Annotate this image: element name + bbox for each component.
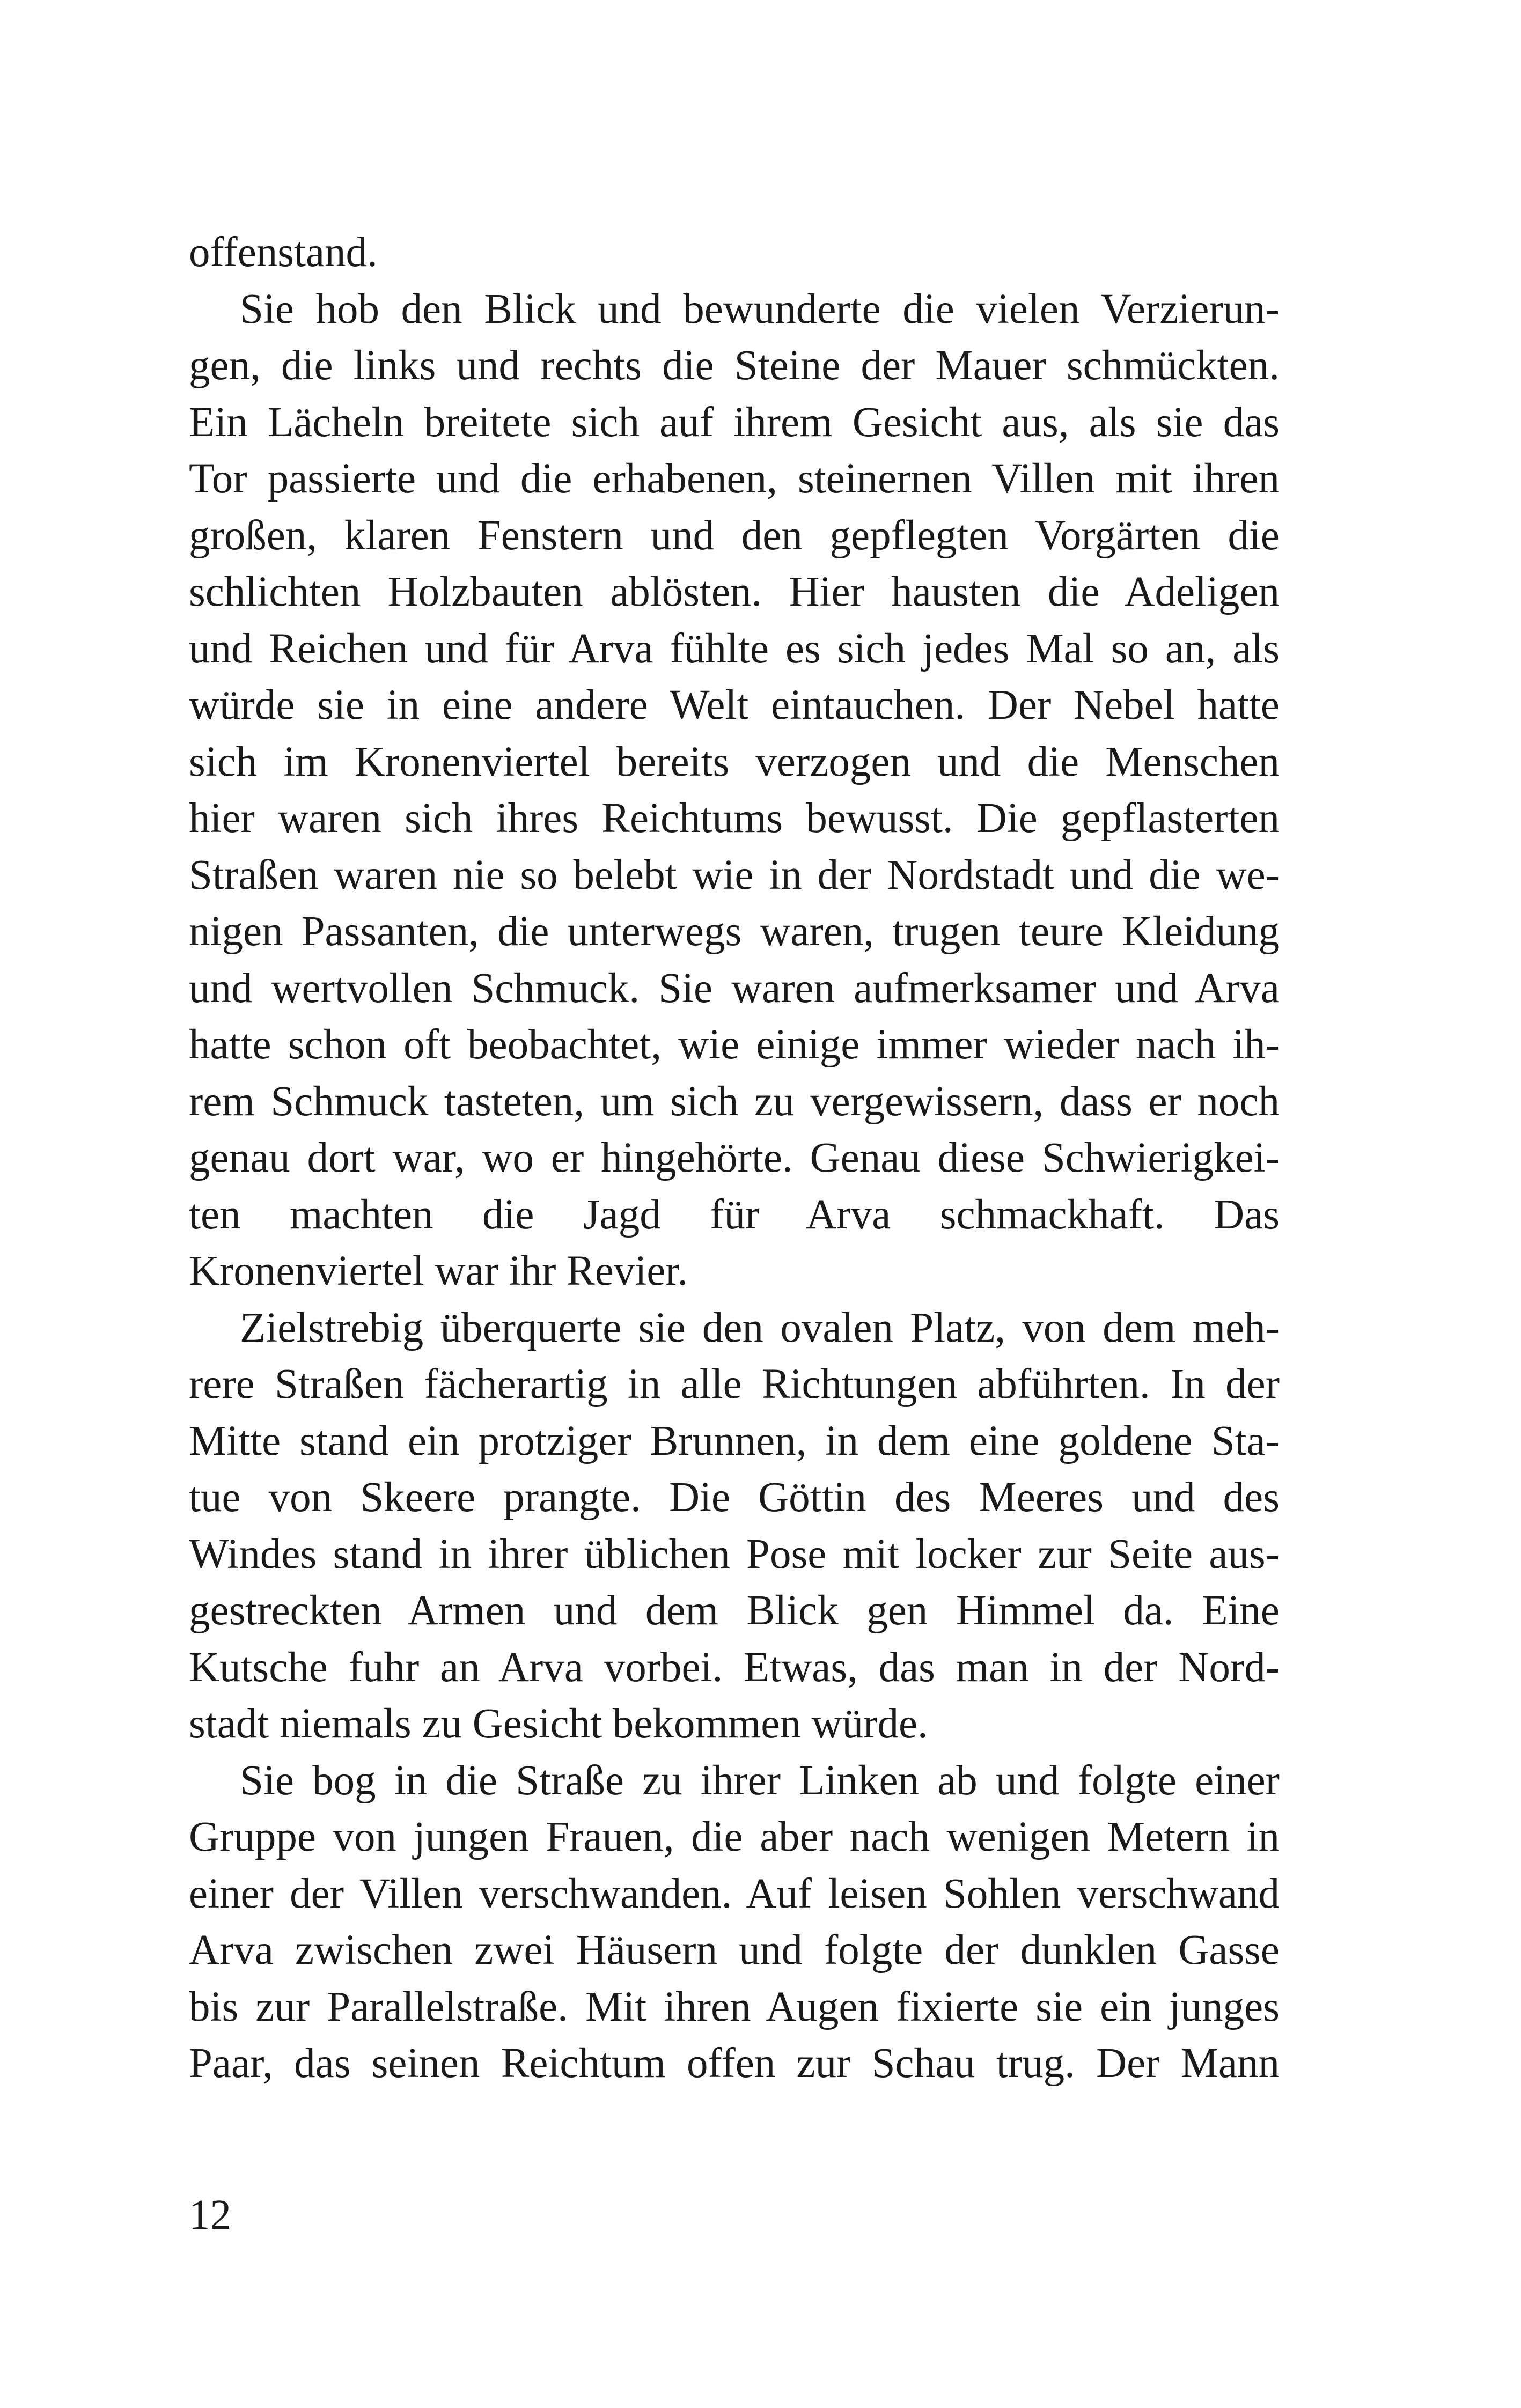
text-line: Kutsche fuhr an Arva vorbei. Etwas, das man in der Nord- bbox=[189, 1644, 1280, 1691]
text-line: rem Schmuck tasteten, um sich zu vergewissern, dass er noch bbox=[189, 1078, 1280, 1125]
text-line: großen, klaren Fenstern und den gepflegten Vorgärten die bbox=[189, 512, 1280, 559]
text-line: Ein Lächeln breitete sich auf ihrem Gesicht aus, als sie das bbox=[189, 399, 1280, 446]
text-line: Arva zwischen zwei Häusern und folgte der dunklen Gasse bbox=[189, 1927, 1280, 1973]
text-line: offenstand. bbox=[189, 229, 378, 276]
text-line: würde sie in eine andere Welt eintauchen. Der Nebel hatte bbox=[189, 682, 1280, 728]
text-line: genau dort war, wo er hingehörte. Genau diese Schwierigkei- bbox=[189, 1135, 1280, 1181]
text-line: ten machten die Jagd für Arva schmackhaft. Das bbox=[189, 1191, 1280, 1238]
body-text bbox=[189, 224, 1280, 2092]
text-line: Tor passierte und die erhabenen, steinernen Villen mit ihren bbox=[189, 455, 1280, 502]
text-line: Sie hob den Blick und bewunderte die vielen Verzierun- bbox=[240, 285, 1280, 333]
text-line: Kronenviertel war ihr Revier. bbox=[189, 1248, 688, 1294]
text-line: bis zur Parallelstraße. Mit ihren Augen fixierte sie ein junges bbox=[189, 1983, 1280, 2030]
text-line: Sie bog in die Straße zu ihrer Linken ab und folgte einer bbox=[240, 1757, 1280, 1804]
text-line: einer der Villen verschwanden. Auf leisen Sohlen verschwand bbox=[189, 1870, 1280, 1917]
text-line: gen, die links und rechts die Steine der Mauer schmückten. bbox=[189, 342, 1280, 389]
text-line: hier waren sich ihres Reichtums bewusst. Die gepflasterten bbox=[189, 795, 1280, 842]
text-line: Straßen waren nie so belebt wie in der Nordstadt und die we- bbox=[189, 851, 1280, 899]
text-line: hatte schon oft beobachtet, wie einige immer wieder nach ih- bbox=[189, 1021, 1280, 1068]
text-line: stadt niemals zu Gesicht bekommen würde. bbox=[189, 1700, 928, 1747]
text-line: Gruppe von jungen Frauen, die aber nach wenigen Metern in bbox=[189, 1814, 1280, 1860]
page-number: 12 bbox=[189, 2192, 231, 2238]
text-line: und Reichen und für Arva fühlte es sich jedes Mal so an, als bbox=[189, 625, 1280, 672]
text-line: und wertvollen Schmuck. Sie waren aufmerksamer und Arva bbox=[189, 964, 1280, 1012]
text-line: nigen Passanten, die unterwegs waren, trugen teure Kleidung bbox=[189, 908, 1280, 955]
text-line: sich im Kronenviertel bereits verzogen und die Menschen bbox=[189, 738, 1280, 785]
text-line: Mitte stand ein protziger Brunnen, in dem eine goldene Sta- bbox=[189, 1417, 1280, 1464]
text-line: Windes stand in ihrer üblichen Pose mit locker zur Seite aus- bbox=[189, 1530, 1280, 1578]
text-line: rere Straßen fächerartig in alle Richtungen abführten. In der bbox=[189, 1361, 1280, 1408]
text-line: gestreckten Armen und dem Blick gen Himmel da. Eine bbox=[189, 1587, 1280, 1634]
text-line: Zielstrebig überquerte sie den ovalen Platz, von dem meh- bbox=[240, 1304, 1280, 1351]
text-line: Paar, das seinen Reichtum offen zur Schau trug. Der Mann bbox=[189, 2040, 1280, 2087]
text-line: tue von Skeere prangte. Die Göttin des Meeres und des bbox=[189, 1474, 1280, 1521]
text-line: schlichten Holzbauten ablösten. Hier hausten die Adeligen bbox=[189, 569, 1280, 615]
